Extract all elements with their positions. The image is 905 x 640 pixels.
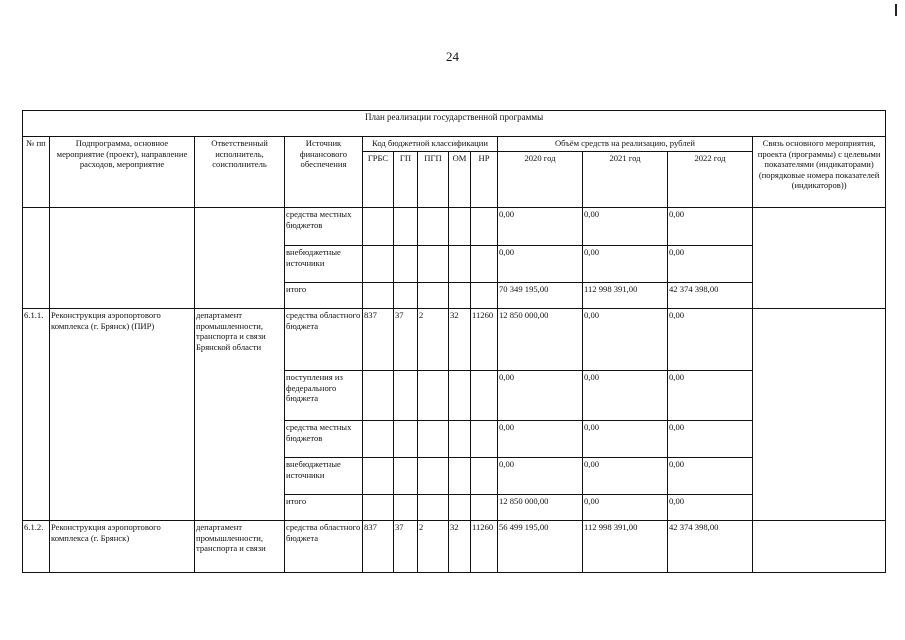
cell-2022: 0,00: [668, 458, 753, 495]
cell-subprogram: Реконструкция аэропортового комплекса (г. Брянск): [50, 521, 195, 573]
cell-source: итого: [285, 495, 363, 521]
col-header-2020: 2020 год: [498, 152, 583, 208]
col-header-grbs: ГРБС: [363, 152, 394, 208]
cell-2021: 0,00: [583, 458, 668, 495]
cell-2022: 0,00: [668, 421, 753, 458]
cell-2022: 0,00: [668, 371, 753, 421]
cell-pgp: 2: [418, 521, 449, 573]
cell-source: средства местных бюджетов: [285, 421, 363, 458]
cell-2020: 0,00: [498, 458, 583, 495]
cell-source: поступления из федерального бюджета: [285, 371, 363, 421]
col-header-source: Источник финансового обеспечения: [285, 137, 363, 208]
col-header-om: ОМ: [449, 152, 471, 208]
cell-2021: 0,00: [583, 495, 668, 521]
program-plan-table: [22, 110, 886, 573]
cell-indicators: [753, 521, 886, 573]
cell-indicators: [753, 208, 886, 309]
cell-2020: 70 349 195,00: [498, 283, 583, 309]
cell-pgp: 2: [418, 309, 449, 371]
table-row: [23, 521, 886, 573]
col-header-responsible: Ответственный исполнитель, соисполнитель: [195, 137, 285, 208]
cell-2021: 0,00: [583, 421, 668, 458]
cell-2022: 0,00: [668, 246, 753, 283]
cell-responsible: департамент промышленности, транспорта и связи: [195, 521, 285, 573]
col-header-num: № пп: [23, 137, 50, 208]
table-row: [23, 309, 886, 371]
cell-2020: 0,00: [498, 421, 583, 458]
cell-source: средства областного бюджета: [285, 309, 363, 371]
cell-source: внебюджетные источники: [285, 246, 363, 283]
col-header-budget-codes: Код бюджетной классификации: [363, 137, 498, 152]
cell-num: [23, 208, 50, 309]
cell-num: 6.1.1.: [23, 309, 50, 521]
cell-subprogram: [50, 208, 195, 309]
cell-responsible: [195, 208, 285, 309]
cell-om: 32: [449, 309, 471, 371]
page-number: 24: [446, 49, 459, 64]
cell-2021: 0,00: [583, 309, 668, 371]
cell-om: 32: [449, 521, 471, 573]
cell-2020: 0,00: [498, 371, 583, 421]
cell-2022: 0,00: [668, 309, 753, 371]
table-caption: План реализации государственной программы: [23, 111, 886, 137]
cell-gp: 37: [394, 309, 418, 371]
cell-source: итого: [285, 283, 363, 309]
col-header-gp: ГП: [394, 152, 418, 208]
cell-grbs: 837: [363, 521, 394, 573]
col-header-subprogram: Подпрограмма, основное мероприятие (проект), направление расходов, мероприятие: [50, 137, 195, 208]
cell-2020: 56 499 195,00: [498, 521, 583, 573]
cell-source: внебюджетные источники: [285, 458, 363, 495]
cell-num: 6.1.2.: [23, 521, 50, 573]
cell-source: средства областного бюджета: [285, 521, 363, 573]
cell-2022: 42 374 398,00: [668, 521, 753, 573]
cell-subprogram: Реконструкция аэропортового комплекса (г. Брянск) (ПИР): [50, 309, 195, 521]
cell-2020: 0,00: [498, 208, 583, 246]
cell-2021: 0,00: [583, 246, 668, 283]
cell-2022: 42 374 398,00: [668, 283, 753, 309]
col-header-volume: Объём средств на реализацию, рублей: [498, 137, 753, 152]
col-header-nr: НР: [471, 152, 498, 208]
page-edge-mark: [895, 4, 897, 16]
cell-2020: 12 850 000,00: [498, 495, 583, 521]
cell-indicators: [753, 309, 886, 521]
cell-2021: 112 998 391,00: [583, 283, 668, 309]
cell-2021: 0,00: [583, 371, 668, 421]
cell-nr: 11260: [471, 309, 498, 371]
cell-2020: 12 850 000,00: [498, 309, 583, 371]
cell-2022: 0,00: [668, 208, 753, 246]
cell-source: средства местных бюджетов: [285, 208, 363, 246]
cell-nr: 11260: [471, 521, 498, 573]
cell-gp: 37: [394, 521, 418, 573]
col-header-2021: 2021 год: [583, 152, 668, 208]
col-header-indicators: Связь основного мероприятия, проекта (программы) с целевыми показателями (индикаторами) (порядковые номера показателей (индикаторов)): [753, 137, 886, 208]
cell-2020: 0,00: [498, 246, 583, 283]
col-header-2022: 2022 год: [668, 152, 753, 208]
cell-grbs: 837: [363, 309, 394, 371]
cell-2021: 112 998 391,00: [583, 521, 668, 573]
col-header-pgp: ПГП: [418, 152, 449, 208]
cell-2021: 0,00: [583, 208, 668, 246]
table-row: [23, 208, 886, 246]
cell-2022: 0,00: [668, 495, 753, 521]
cell-responsible: департамент промышленности, транспорта и связи Брянской области: [195, 309, 285, 521]
